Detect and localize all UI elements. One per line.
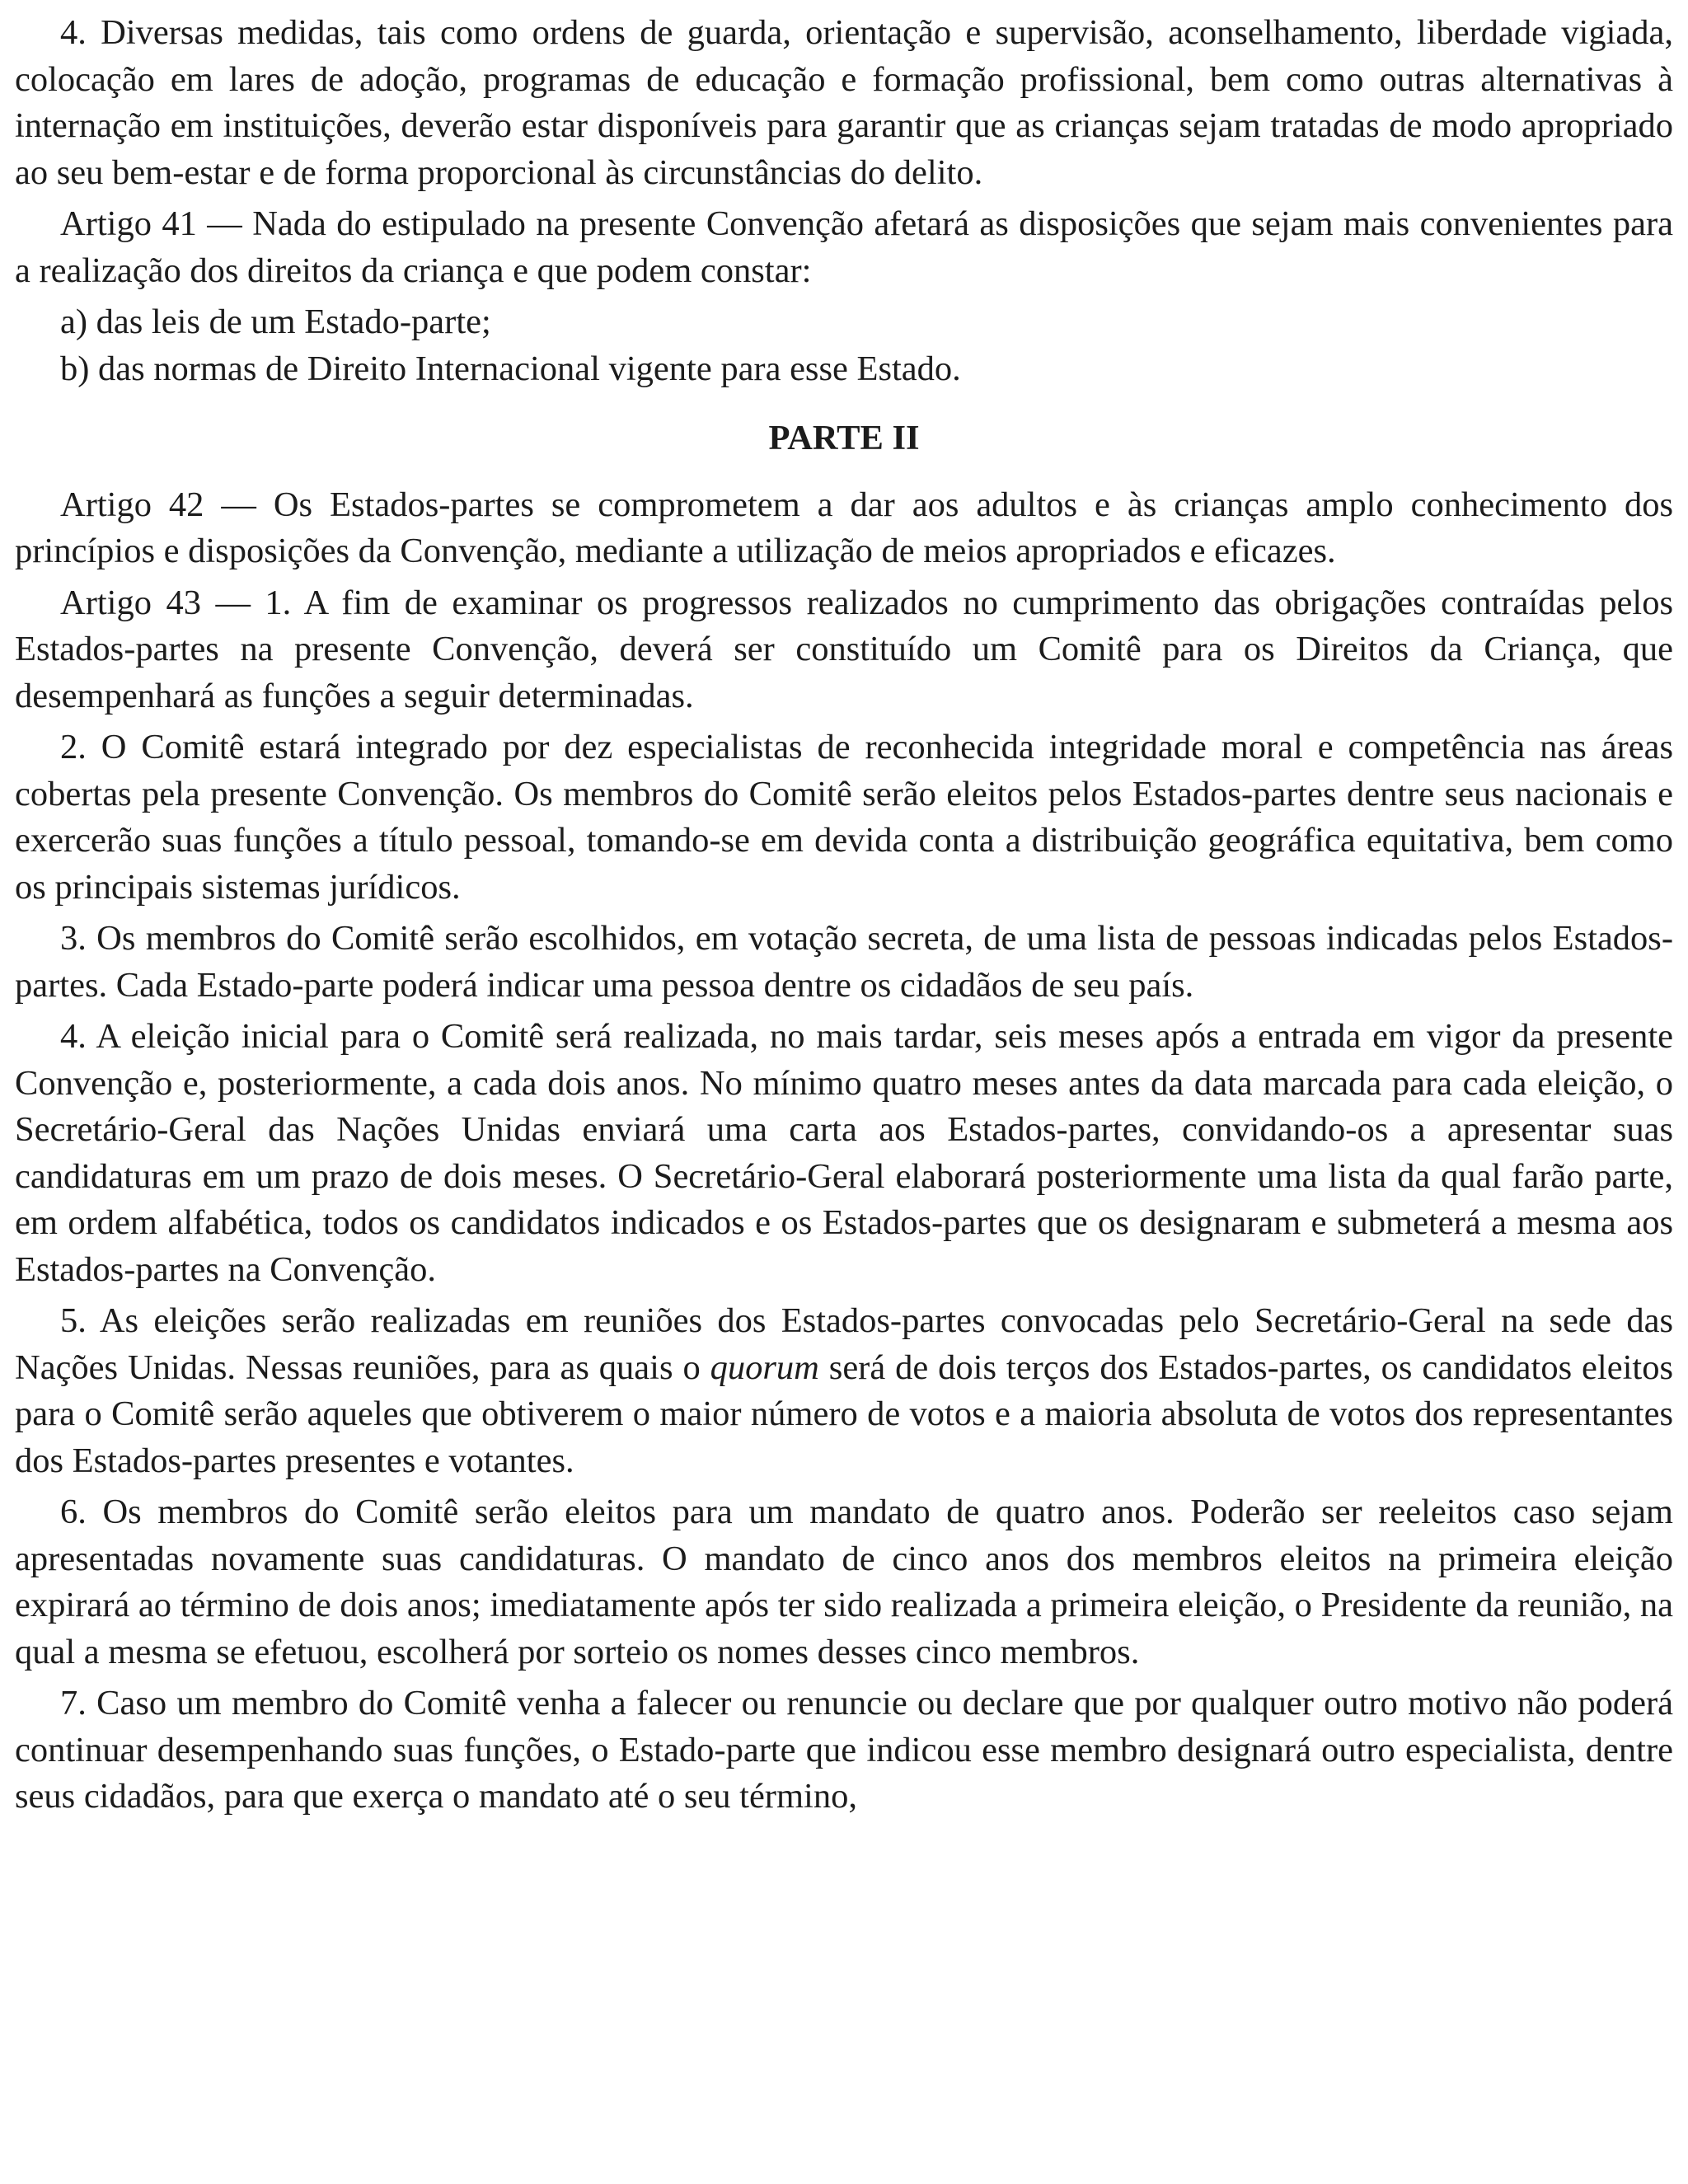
paragraph-artigo-41: Artigo 41 — Nada do estipulado na presente Convenção afetará as disposições que sejam mais convenientes para a realização dos direitos da criança e que podem constar: xyxy=(15,204,1673,290)
paragraph-artigo-43-item1: Artigo 43 — 1. A fim de examinar os progressos realizados no cumprimento das obrigações contraídas pelos Estados-partes na presente Convenção, deverá ser constituído um Comitê para os Direitos da Criança, que desempenhará as funções a seguir determinadas. xyxy=(15,583,1673,715)
paragraph-artigo-43-item3: 3. Os membros do Comitê serão escolhidos, em votação secreta, de uma lista de pessoas indicadas pelos Estados-partes. Cada Estado-parte poderá indicar uma pessoa dentre os cidadãos de seu país. xyxy=(15,919,1673,1005)
paragraph-artigo-43-item4: 4. A eleição inicial para o Comitê será realizada, no mais tardar, seis meses após a entrada em vigor da presente Convenção e, posteriormente, a cada dois anos. No mínimo quatro meses antes da data marcada para cada eleição, o Secretário-Geral das Nações Unidas enviará uma carta aos Estados-partes, convidando-os a apresentar suas candidaturas em um prazo de dois meses. O Secretário-Geral elaborará posteriormente uma lista da qual farão parte, em ordem alfabética, todos os candidatos indicados e os Estados-partes que os designaram e submeterá a mesma aos Estados-partes na Convenção. xyxy=(15,1017,1673,1289)
paragraph-artigo-43-item6: 6. Os membros do Comitê serão eleitos para um mandato de quatro anos. Poderão ser reeleitos caso sejam apresentadas novamente suas candidaturas. O mandato de cinco anos dos membros eleitos na primeira eleição expirará ao término de dois anos; imediatamente após ter sido realizada a primeira eleição, o Presidente da reunião, na qual a mesma se efetuou, escolherá por sorteio os nomes desses cinco membros. xyxy=(15,1493,1673,1671)
paragraph-artigo-43-item7: 7. Caso um membro do Comitê venha a falecer ou renuncie ou declare que por qualquer outro motivo não poderá continuar desempenhando suas funções, o Estado-parte que indicou esse membro designará outro especialista, dentre seus cidadãos, para que exerça o mandato até o seu término, xyxy=(15,1684,1673,1816)
spacer xyxy=(15,392,1673,402)
list-item-b: b) das normas de Direito Internacional vigente para esse Estado. xyxy=(60,349,961,388)
list-item-a: a) das leis de um Estado-parte; xyxy=(60,302,491,341)
document-page xyxy=(15,10,1673,1825)
paragraph-artigo-42: Artigo 42 — Os Estados-partes se comprometem a dar aos adultos e às crianças amplo conhecimento dos princípios e disposições da Convenção, mediante a utilização de meios apropriados e eficazes. xyxy=(15,485,1673,570)
para5-italic-quorum: quorum xyxy=(710,1347,819,1387)
section-heading: PARTE II xyxy=(768,419,920,457)
paragraph-art40-item4: 4. Diversas medidas, tais como ordens de guarda, orientação e supervisão, aconselhamento, liberdade vigiada, colocação em lares de adoção, programas de educação e formação profissional, bem como outras alternativas à internação em instituições, deverão estar disponíveis para garantir que as crianças sejam tratadas de modo apropriado ao seu bem-estar e de forma proporcional às circunstâncias do delito. xyxy=(15,13,1673,192)
paragraph-artigo-43-item5 xyxy=(15,1298,1673,1484)
para5-text-after: será de dois terços dos Estados-partes, os candidatos eleitos para o Comitê serão aqueles que obtiverem o maior número de votos e a maioria absoluta de votos dos representantes dos Estados-partes presentes e votantes. xyxy=(15,1347,1674,1480)
paragraph-artigo-43-item2: 2. O Comitê estará integrado por dez especialistas de reconhecida integridade moral e competência nas áreas cobertas pela presente Convenção. Os membros do Comitê serão eleitos pelos Estados-partes dentre seus nacionais e exercerão suas funções a título pessoal, tomando-se em devida conta a distribuição geográfica equitativa, bem como os principais sistemas jurídicos. xyxy=(15,728,1673,907)
para5-text-before: 5. As eleições serão realizadas em reuniões dos Estados-partes convocadas pelo Secretário-Geral na sede das Nações Unidas. Nessas reuniões, para as quais o xyxy=(15,1301,1673,1387)
